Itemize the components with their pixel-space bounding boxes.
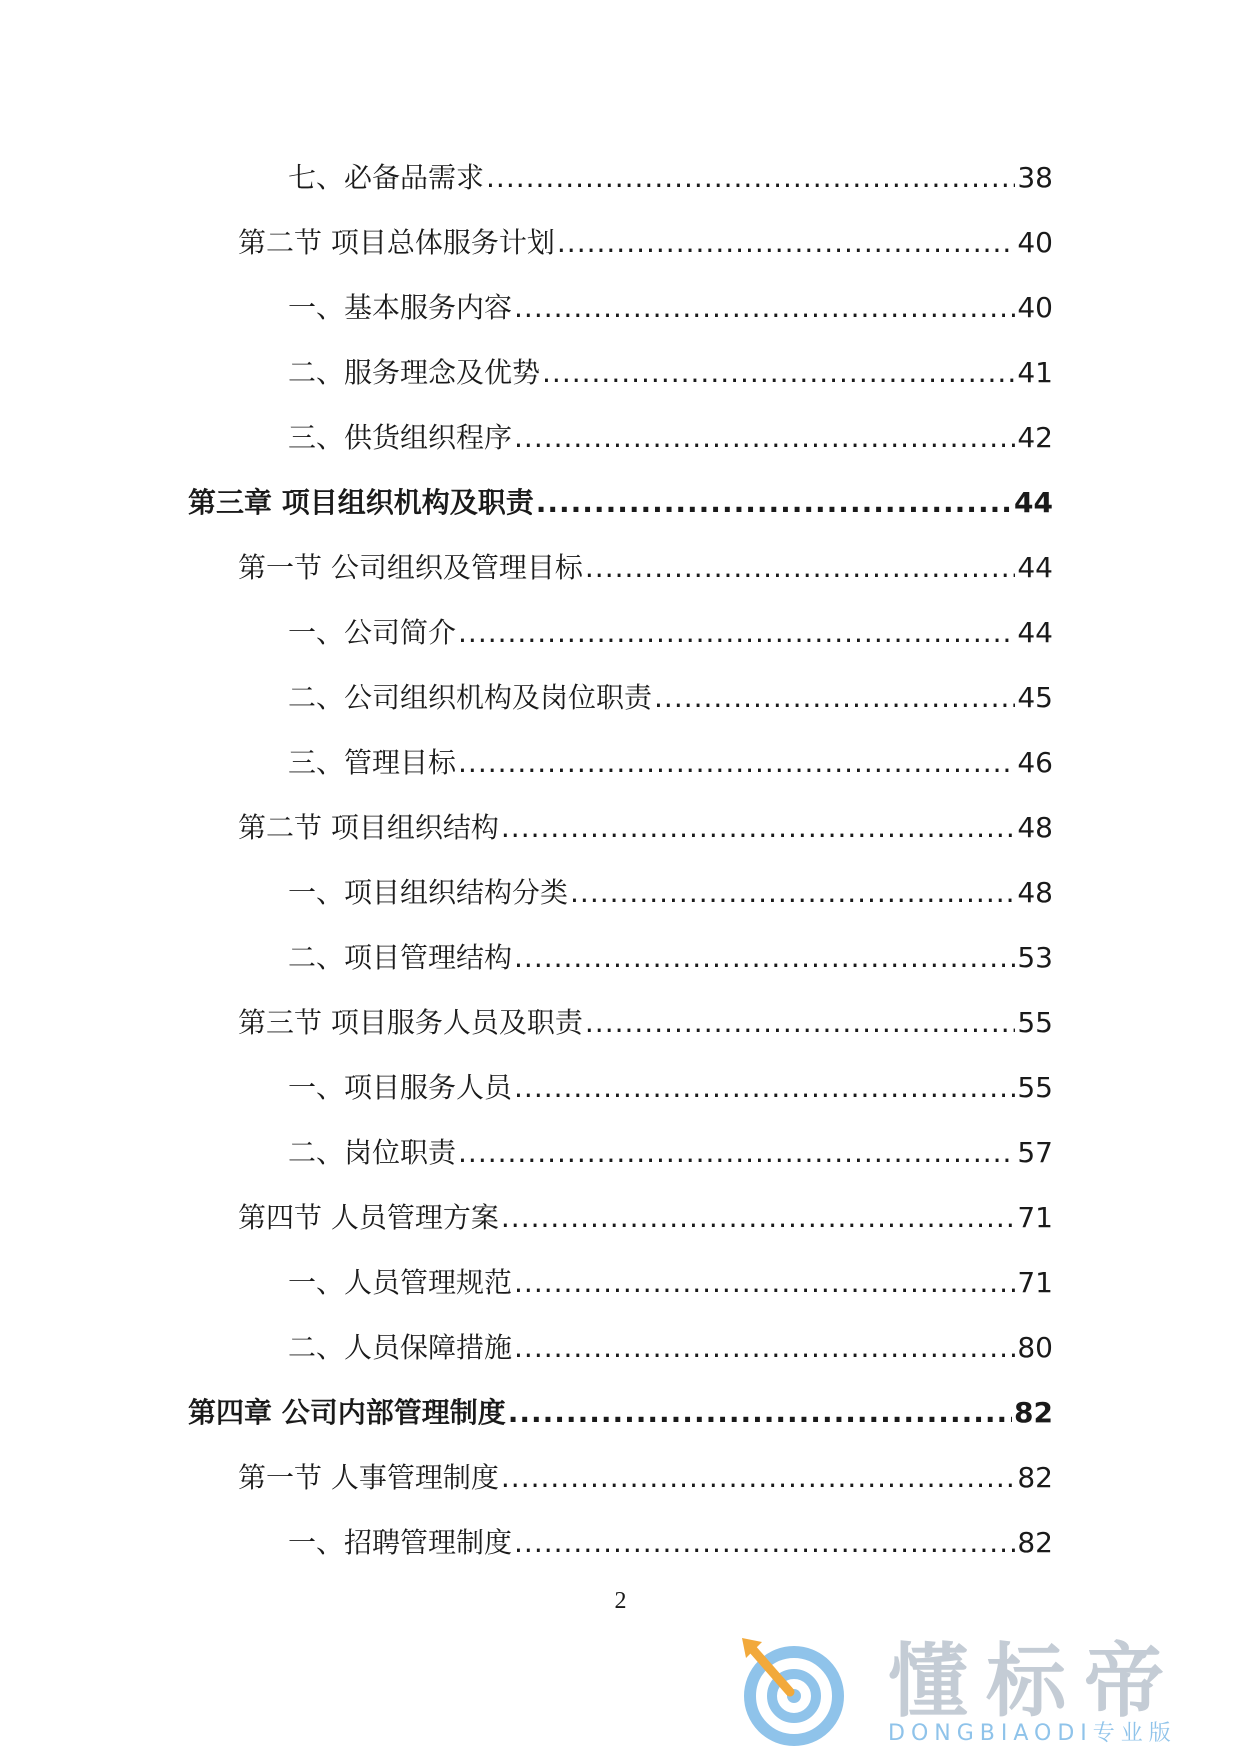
toc-dot-leader: [514, 1330, 1015, 1366]
toc-dot-leader: [514, 1525, 1015, 1561]
toc-dot-leader: [508, 1395, 1012, 1431]
toc-entry-page: 44: [1014, 486, 1053, 519]
toc-dot-leader: [514, 1070, 1015, 1106]
toc-entry-page: 44: [1017, 551, 1053, 584]
toc-entry-page: 82: [1017, 1461, 1053, 1494]
toc-entry-page: 55: [1017, 1071, 1053, 1104]
toc-dot-leader: [458, 745, 1015, 781]
toc-entry-page: 41: [1017, 356, 1053, 389]
toc-entry-page: 82: [1014, 1396, 1053, 1429]
toc-entry[interactable]: [0, 940, 1241, 1005]
toc-entry-title: 二、人员保障措施: [288, 1331, 513, 1364]
page-number: 2: [614, 1588, 627, 1614]
toc-entry[interactable]: [0, 875, 1241, 940]
toc-entry-title: 第四章 公司内部管理制度: [188, 1396, 506, 1429]
toc-dot-leader: [501, 810, 1015, 846]
toc-entry-page: 38: [1017, 161, 1053, 194]
toc-entry-title: 一、项目服务人员: [288, 1071, 513, 1104]
toc-entry-page: 55: [1017, 1006, 1053, 1039]
toc-entry-title: 第二节 项目组织结构: [238, 811, 499, 844]
toc-entry-title: 一、人员管理规范: [288, 1266, 513, 1299]
toc-entry-title: 第一节 公司组织及管理目标: [238, 551, 583, 584]
toc-entry-title: 二、岗位职责: [288, 1136, 457, 1169]
toc-entry[interactable]: [0, 1265, 1241, 1330]
toc-entry-page: 71: [1017, 1266, 1053, 1299]
toc-dot-leader: [654, 680, 1015, 716]
toc-entry-page: 42: [1017, 421, 1053, 454]
toc-dot-leader: [486, 160, 1015, 196]
toc-entry-page: 46: [1017, 746, 1053, 779]
toc-dot-leader: [542, 355, 1015, 391]
toc-entry-title: 三、供货组织程序: [288, 421, 513, 454]
toc-entry[interactable]: [0, 1200, 1241, 1265]
toc-entry-title: 一、公司简介: [288, 616, 457, 649]
toc-dot-leader: [585, 550, 1015, 586]
toc-entry[interactable]: [0, 160, 1241, 225]
toc-entry[interactable]: [0, 1005, 1241, 1070]
toc-entry[interactable]: [0, 485, 1241, 550]
toc-entry-title: 第三节 项目服务人员及职责: [238, 1006, 583, 1039]
toc-entry-title: 七、必备品需求: [288, 161, 485, 194]
toc-entry[interactable]: [0, 1070, 1241, 1135]
toc-entry[interactable]: [0, 810, 1241, 875]
toc-entry[interactable]: [0, 225, 1241, 290]
toc-dot-leader: [458, 615, 1015, 651]
toc-entry[interactable]: [0, 1525, 1241, 1590]
toc-entry-title: 二、项目管理结构: [288, 941, 513, 974]
toc-dot-leader: [570, 875, 1015, 911]
toc-entry-title: 一、项目组织结构分类: [288, 876, 569, 909]
toc-entry[interactable]: [0, 680, 1241, 745]
toc-entry-title: 二、公司组织机构及岗位职责: [288, 681, 653, 714]
toc-entry[interactable]: [0, 1135, 1241, 1200]
toc-entry-page: 82: [1017, 1526, 1053, 1559]
toc-dot-leader: [536, 485, 1012, 521]
toc-entry-title: 第一节 人事管理制度: [238, 1461, 499, 1494]
toc-entry-title: 三、管理目标: [288, 746, 457, 779]
toc-entry-title: 二、服务理念及优势: [288, 356, 541, 389]
toc-dot-leader: [458, 1135, 1015, 1171]
toc-dot-leader: [514, 1265, 1015, 1301]
toc-entry[interactable]: [0, 615, 1241, 680]
toc-entry[interactable]: [0, 1395, 1241, 1460]
toc-entry-page: 45: [1017, 681, 1053, 714]
toc-entry-page: 71: [1017, 1201, 1053, 1234]
toc-entry-title: 第三章 项目组织机构及职责: [188, 486, 534, 519]
watermark-subtitle: DONGBIAODI专业版: [888, 1721, 1177, 1746]
toc-entry[interactable]: [0, 1460, 1241, 1525]
toc-entry[interactable]: [0, 355, 1241, 420]
toc-entry-page: 48: [1017, 811, 1053, 844]
toc-entry-page: 40: [1017, 226, 1053, 259]
toc-entry[interactable]: [0, 1330, 1241, 1395]
toc-entry[interactable]: [0, 290, 1241, 355]
toc-entry[interactable]: [0, 420, 1241, 485]
toc-entry-title: 第四节 人员管理方案: [238, 1201, 499, 1234]
toc-entry-page: 48: [1017, 876, 1053, 909]
toc-entry-page: 40: [1017, 291, 1053, 324]
watermark-brand: 懂标帝: [888, 1635, 1182, 1728]
toc-dot-leader: [514, 940, 1015, 976]
toc-entry-page: 44: [1017, 616, 1053, 649]
target-arrow-icon: [738, 1636, 856, 1748]
toc-dot-leader: [557, 225, 1015, 261]
toc-dot-leader: [514, 290, 1015, 326]
toc-entry-title: 一、招聘管理制度: [288, 1526, 513, 1559]
toc-entry-page: 53: [1017, 941, 1053, 974]
toc-entry-title: 一、基本服务内容: [288, 291, 513, 324]
toc-entry-title: 第二节 项目总体服务计划: [238, 226, 555, 259]
toc-dot-leader: [501, 1460, 1015, 1496]
toc-entry[interactable]: [0, 745, 1241, 810]
toc-entry[interactable]: [0, 550, 1241, 615]
toc-entry-page: 80: [1017, 1331, 1053, 1364]
toc-dot-leader: [585, 1005, 1015, 1041]
watermark: [738, 1636, 1228, 1748]
toc-dot-leader: [514, 420, 1015, 456]
table-of-contents: [0, 160, 1241, 1590]
toc-entry-page: 57: [1017, 1136, 1053, 1169]
toc-dot-leader: [501, 1200, 1015, 1236]
